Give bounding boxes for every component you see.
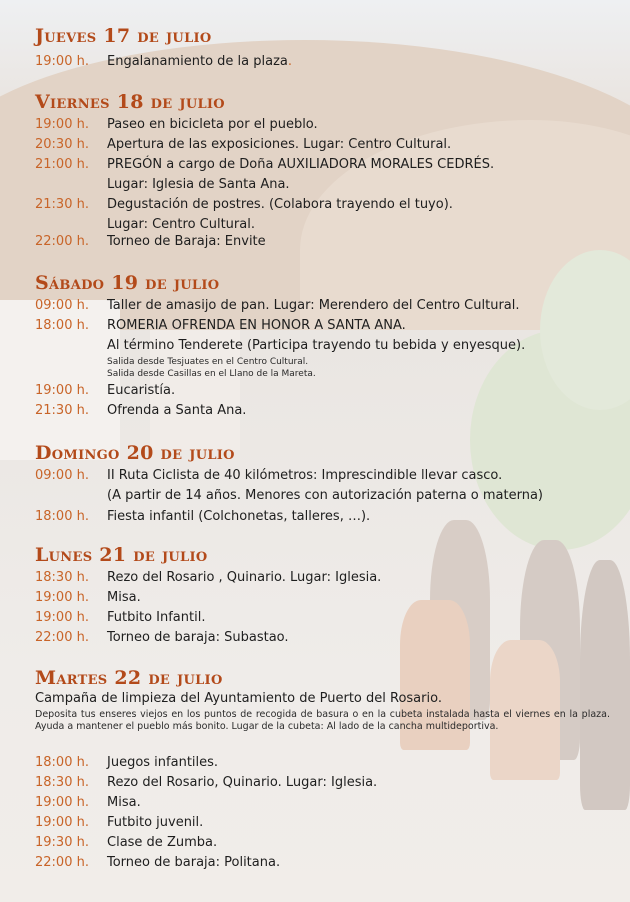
event-time: 19:00 h. [35,815,89,830]
event-description [107,401,246,421]
event-description [107,115,318,135]
event-description [107,381,175,401]
event-time: 19:00 h. [35,610,89,625]
event-text: Ofrenda a Santa Ana. [107,403,247,418]
event-text: Misa. [107,590,141,605]
day-title: Sábado 19 de julio [35,272,220,294]
event-row [0,232,630,252]
event-description [107,773,377,793]
event-description [107,628,289,648]
event-text: Degustación de postres. (Colabora trayendo el tuyo). [107,197,453,212]
event-description [107,568,381,588]
event-time: 22:00 h. [35,234,89,249]
event-text: Juegos infantiles. [107,755,219,770]
event-row [0,401,630,421]
event-time: 19:00 h. [35,590,89,605]
event-time: 19:00 h. [35,117,89,132]
event-time: 21:30 h. [35,403,89,418]
event-text: Rezo del Rosario , Quinario. Lugar: Iglesia. [107,570,382,585]
event-text: Taller de amasijo de pan. Lugar: Merendero del Centro Cultural. [107,298,520,313]
event-description [107,793,141,813]
event-row [0,773,630,793]
event-row [0,115,630,135]
campaign-note: Deposita tus enseres viejos en los puntos de recogida de basura o en la cubeta instalada hasta el viernes en la plaza. Ayuda a mantener el pueblo más bonito. Lugar de la cubeta: Al lado de la cancha multideportiva. [35,709,610,732]
event-text: Eucaristía. [107,383,176,398]
day-title: Martes 22 de julio [35,667,223,689]
event-description [107,52,292,72]
event-description [107,135,451,155]
event-continuation: Lugar: Iglesia de Santa Ana. [107,177,290,192]
event-row [0,195,630,215]
event-time: 21:30 h. [35,197,89,212]
event-text: Paseo en bicicleta por el pueblo. [107,117,318,132]
event-text: ROMERIA OFRENDA EN HONOR A SANTA ANA. [107,318,406,333]
event-detail: Salida desde Casillas en el Llano de la Mareta. [107,369,316,379]
event-continuation: Al término Tenderete (Participa trayendo tu bebida y enyesque). [107,338,526,353]
event-time: 21:00 h. [35,157,89,172]
event-row [0,813,630,833]
event-time: 19:00 h. [35,383,89,398]
event-row [0,853,630,873]
event-time: 22:00 h. [35,630,89,645]
event-description [107,232,266,252]
event-description [107,853,280,873]
event-description [107,507,370,527]
event-row [0,628,630,648]
event-text: Torneo de baraja: Politana. [107,855,281,870]
event-time: 18:30 h. [35,570,89,585]
event-row [0,52,630,72]
event-time: 19:30 h. [35,835,89,850]
event-continuation: (A partir de 14 años. Menores con autorización paterna o materna) [107,488,544,503]
event-time: 09:00 h. [35,298,89,313]
event-description [107,608,205,628]
event-time: 22:00 h. [35,855,89,870]
event-row [0,608,630,628]
event-text: Torneo de baraja: Subastao. [107,630,289,645]
event-row [0,753,630,773]
event-description [107,588,141,608]
day-title: Lunes 21 de julio [35,544,208,566]
event-text: II Ruta Ciclista de 40 kilómetros: Imprescindible llevar casco. [107,468,503,483]
event-row [0,568,630,588]
event-text: Torneo de Baraja: Envite [107,234,266,249]
day-title: Jueves 17 de julio [35,25,212,47]
event-time: 18:30 h. [35,775,89,790]
event-row [0,466,630,486]
event-time: 18:00 h. [35,755,89,770]
event-text: Clase de Zumba. [107,835,218,850]
event-row [0,316,630,336]
day-title: Viernes 18 de julio [35,91,225,113]
event-detail: Salida desde Tesjuates en el Centro Cultural. [107,357,309,367]
campaign-intro: Campaña de limpieza del Ayuntamiento de Puerto del Rosario. [35,691,442,706]
event-text: Fiesta infantil (Colchonetas, talleres, …). [107,509,371,524]
event-row [0,296,630,316]
event-row [0,588,630,608]
event-description [107,753,218,773]
event-row [0,135,630,155]
event-text-trail: . [287,54,293,69]
event-text: Engalanamiento de la plaza [107,54,288,69]
event-time: 18:00 h. [35,509,89,524]
event-time: 20:30 h. [35,137,89,152]
event-description [107,316,406,336]
event-time: 19:00 h. [35,54,89,69]
event-continuation: Lugar: Centro Cultural. [107,217,255,232]
event-time: 19:00 h. [35,795,89,810]
event-row [0,507,630,527]
event-row [0,833,630,853]
event-description [107,813,203,833]
event-time: 09:00 h. [35,468,89,483]
event-row [0,381,630,401]
event-description [107,466,502,486]
event-row [0,155,630,175]
event-time: 18:00 h. [35,318,89,333]
event-description [107,195,453,215]
event-text: Apertura de las exposiciones. Lugar: Centro Cultural. [107,137,452,152]
event-description [107,833,217,853]
event-description [107,296,520,316]
event-row [0,793,630,813]
event-description [107,155,494,175]
event-text: Futbito Infantil. [107,610,206,625]
day-title: Domingo 20 de julio [35,442,235,464]
event-text: PREGÓN a cargo de Doña AUXILIADORA MORALES CEDRÉS. [107,157,495,172]
event-text: Misa. [107,795,141,810]
event-text: Futbito juvenil. [107,815,204,830]
event-text: Rezo del Rosario, Quinario. Lugar: Iglesia. [107,775,378,790]
